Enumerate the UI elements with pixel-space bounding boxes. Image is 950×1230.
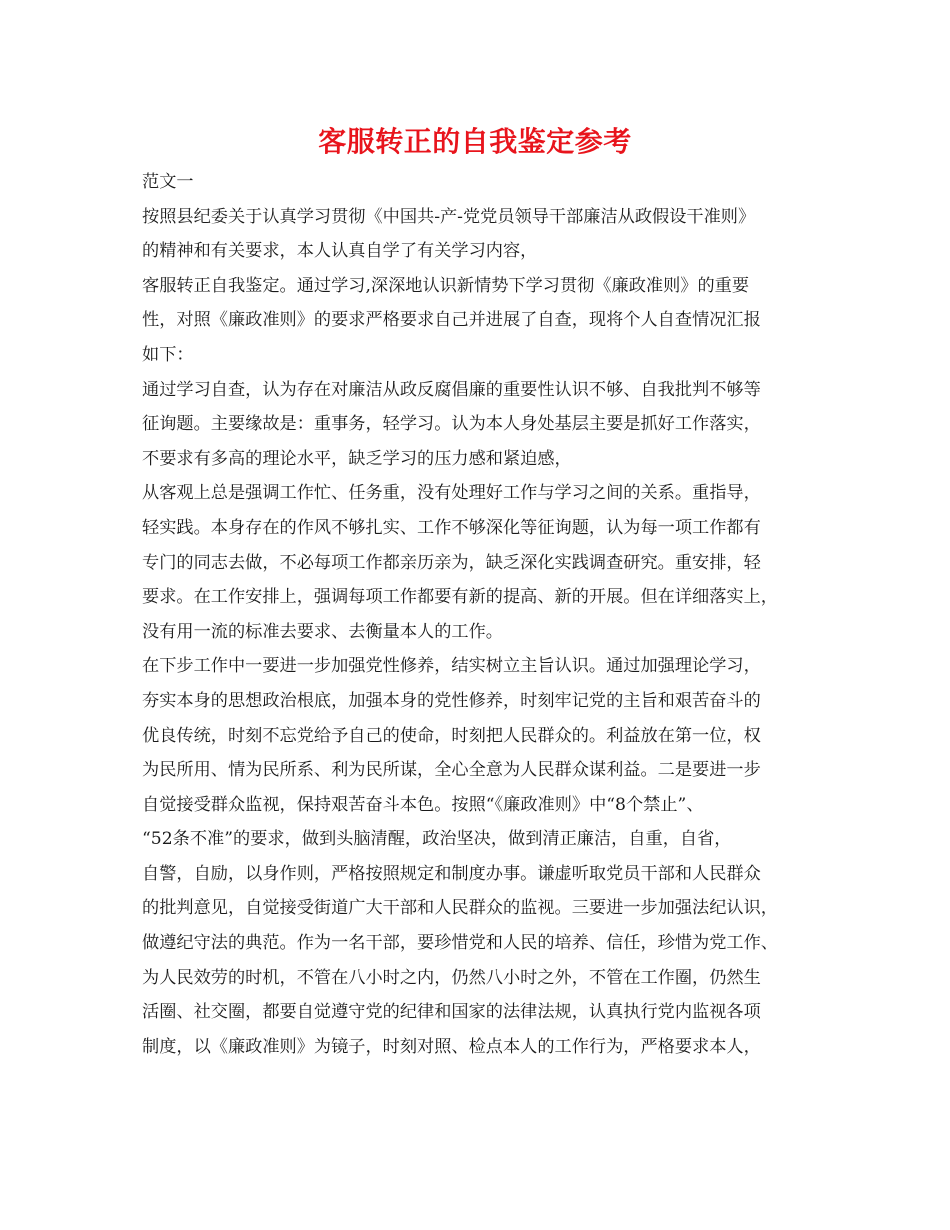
text-line: 为民所用、情为民所系、利为民所谋，全心全意为人民群众谋利益。二是要进一步 xyxy=(142,760,761,781)
text-line: 如下： xyxy=(142,344,194,365)
text-line: 通过学习自查，认为存在对廉洁从政反腐倡廉的重要性认识不够、自我批判不够等 xyxy=(142,379,761,400)
text-line: 的批判意见，自觉接受街道广大干部和人民群众的监视。三要进一步加强法纪认识， xyxy=(142,898,778,919)
text-line: 自觉接受群众监视，保持艰苦奋斗本色。按照“《廉政准则》中“8个禁止”、 xyxy=(142,794,704,815)
text-line: 从客观上总是强调工作忙、任务重，没有处理好工作与学习之间的关系。重指导， xyxy=(142,483,761,504)
text-line: 在下步工作中一要进一步加强党性修养，结实树立主旨认识。通过加强理论学习， xyxy=(142,656,761,677)
text-line: 要求。在工作安排上，强调每项工作都要有新的提高、新的开展。但在详细落实上， xyxy=(142,587,778,608)
text-line: 没有用一流的标准去要求、去衡量本人的工作。 xyxy=(142,621,503,642)
text-line: 自警，自励，以身作则，严格按照规定和制度办事。谦虚听取党员干部和人民群众 xyxy=(142,863,761,884)
text-line: “52条不准”的要求，做到头脑清醒，政治坚决，做到清正廉洁，自重，自省， xyxy=(142,829,732,850)
text-line: 范文一 xyxy=(142,172,194,192)
text-line: 专门的同志去做，不必每项工作都亲历亲为，缺乏深化实践调查研究。重安排，轻 xyxy=(142,552,761,573)
text-line: 为人民效劳的时机，不管在八小时之内，仍然八小时之外，不管在工作圈，仍然生 xyxy=(142,967,761,988)
text-line: 性，对照《廉政准则》的要求严格要求自己并进展了自查，现将个人自查情况汇报 xyxy=(142,310,761,331)
text-line: 夯实本身的思想政治根底，加强本身的党性修养，时刻牢记党的主旨和艰苦奋斗的 xyxy=(142,690,761,711)
document-title: 客服转正的自我鉴定参考 xyxy=(318,125,632,158)
text-line: 不要求有多高的理论水平，缺乏学习的压力感和紧迫感， xyxy=(142,448,572,469)
text-line: 活圈、社交圈，都要自觉遵守党的纪律和国家的法律法规，认真执行党内监视各项 xyxy=(142,1002,761,1023)
text-line: 客服转正自我鉴定。通过学习,深深地认识新情势下学习贯彻《廉政准则》的重要 xyxy=(142,275,750,296)
text-line: 征询题。主要缘故是：重事务，轻学习。认为本人身处基层主要是抓好工作落实， xyxy=(142,414,761,435)
text-line: 制度，以《廉政准则》为镜子，时刻对照、检点本人的工作行为，严格要求本人， xyxy=(142,1036,761,1057)
document-body xyxy=(142,165,832,1064)
text-line: 按照县纪委关于认真学习贯彻《中国共-产-党党员领导干部廉洁从政假设干准则》 xyxy=(142,206,756,227)
text-line: 做遵纪守法的典范。作为一名干部，要珍惜党和人民的培养、信任，珍惜为党工作、 xyxy=(142,933,778,954)
text-line: 的精神和有关要求，本人认真自学了有关学习内容， xyxy=(142,241,538,262)
text-line: 优良传统，时刻不忘党给予自己的使命，时刻把人民群众的。利益放在第一位，权 xyxy=(142,725,761,746)
text-line: 轻实践。本身存在的作风不够扎实、工作不够深化等征询题，认为每一项工作都有 xyxy=(142,517,761,538)
